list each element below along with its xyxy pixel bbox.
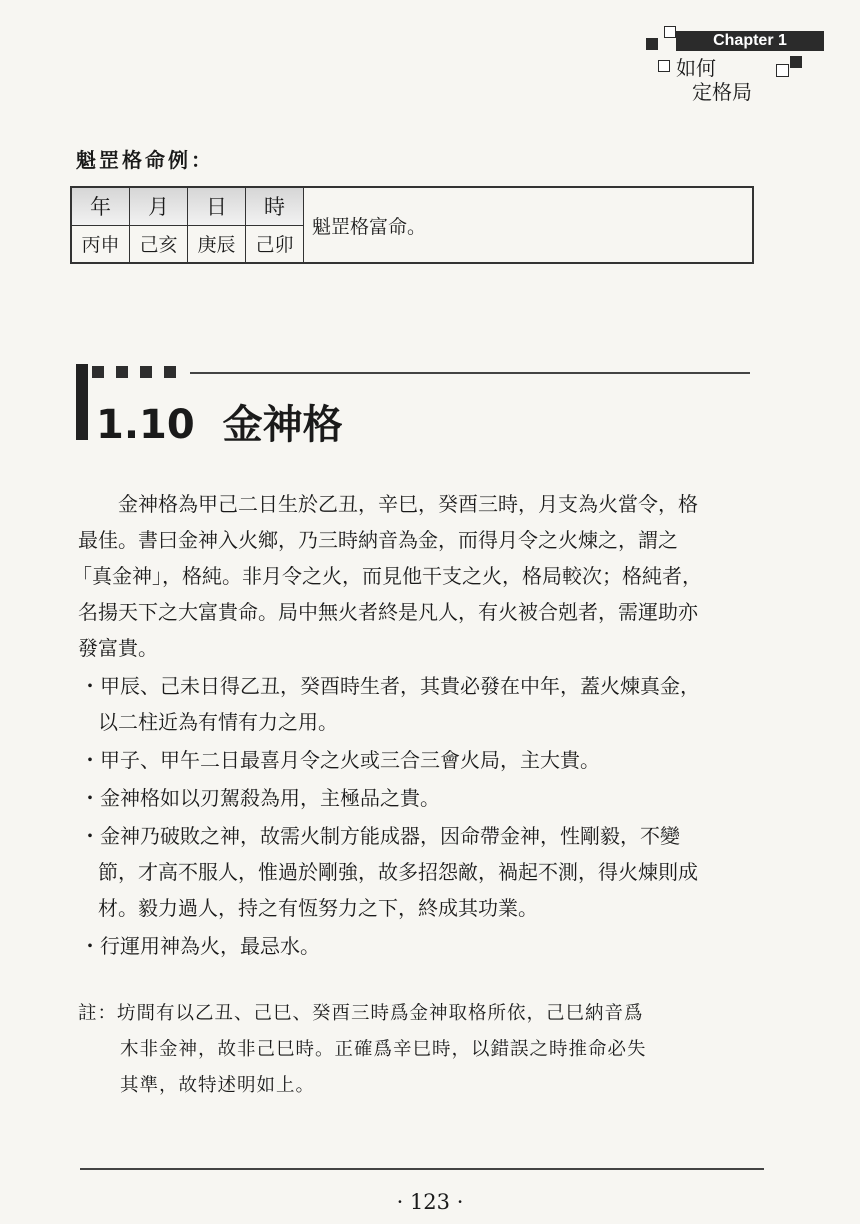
header-hour: 時 <box>246 188 304 225</box>
paragraph-line: 金神格為甲己二日生於乙丑，辛巳，癸酉三時，月支為火當令，格 <box>118 492 698 516</box>
bullet-item: ・行運用神為火，最忌水。 <box>80 934 320 958</box>
section-bar-decoration <box>76 364 88 440</box>
bullet-item: ・甲辰、己未日得乙丑，癸酉時生者，其貴必發在中年，蓋火煉真金， <box>80 674 700 698</box>
bullet-item: ・金神乃破敗之神，故需火制方能成器，因命帶金神，性剛毅，不變 <box>80 824 680 848</box>
example-title: 魁罡格命例： <box>76 148 214 172</box>
section-heading <box>96 400 343 450</box>
chapter-label: Chapter 1 <box>676 31 824 51</box>
header-day: 日 <box>188 188 246 225</box>
bullet-continuation: 以二柱近為有情有力之用。 <box>98 710 338 734</box>
note-line: 其準，故特述明如上。 <box>120 1075 316 1096</box>
section-number: 1.10 <box>96 402 195 448</box>
section-square <box>116 366 128 378</box>
bullet-continuation: 材。毅力過人，持之有恆努力之下，終成其功業。 <box>98 896 538 920</box>
header-month: 月 <box>130 188 188 225</box>
example-note: 魁罡格富命。 <box>312 215 427 238</box>
square-decoration <box>664 26 676 38</box>
section-square <box>164 366 176 378</box>
square-decoration <box>646 38 658 50</box>
bullet-continuation: 節，才高不服人，惟過於剛強，故多招怨敵，禍起不測，得火煉則成 <box>98 860 698 884</box>
paragraph-line: 名揚天下之大富貴命。局中無火者終是凡人，有火被合剋者，需運助亦 <box>78 600 698 624</box>
pillars-grid <box>72 188 304 262</box>
note-line: 註：坊間有以乙丑、己巳、癸酉三時爲金神取格所依，己巳納音爲 <box>78 1003 644 1024</box>
bullet-item: ・金神格如以刃駕殺為用，主極品之貴。 <box>80 786 440 810</box>
square-decoration <box>776 64 789 77</box>
section-square <box>92 366 104 378</box>
pillar-header-row <box>72 188 304 225</box>
pillar-value-row <box>72 225 304 263</box>
paragraph-line: 「真金神」，格純。非月令之火，而見他干支之火，格局較次；格純者， <box>72 564 702 588</box>
page-number: · 123 · <box>396 1190 464 1214</box>
value-hour: 己卯 <box>246 226 304 263</box>
section-title: 金神格 <box>222 402 343 448</box>
chapter-header <box>640 26 830 116</box>
square-decoration <box>790 56 802 68</box>
footer-rule <box>80 1168 764 1170</box>
note-line: 木非金神，故非己巳時。正確爲辛巳時，以錯誤之時推命必失 <box>120 1039 647 1060</box>
paragraph-line: 發富貴。 <box>78 636 158 660</box>
example-table <box>70 186 754 264</box>
value-day: 庚辰 <box>188 226 246 263</box>
chapter-title-line1: 如何 <box>676 56 716 80</box>
header-year: 年 <box>72 188 130 225</box>
chapter-title-line2: 定格局 <box>692 80 752 104</box>
bullet-item: ・甲子、甲午二日最喜月令之火或三合三會火局，主大貴。 <box>80 748 600 772</box>
paragraph-line: 最佳。書曰金神入火鄉，乃三時納音為金，而得月令之火煉之，謂之 <box>78 528 678 552</box>
section-square <box>140 366 152 378</box>
value-month: 己亥 <box>130 226 188 263</box>
section-rule <box>190 372 750 374</box>
square-decoration <box>658 60 670 72</box>
value-year: 丙申 <box>72 226 130 263</box>
